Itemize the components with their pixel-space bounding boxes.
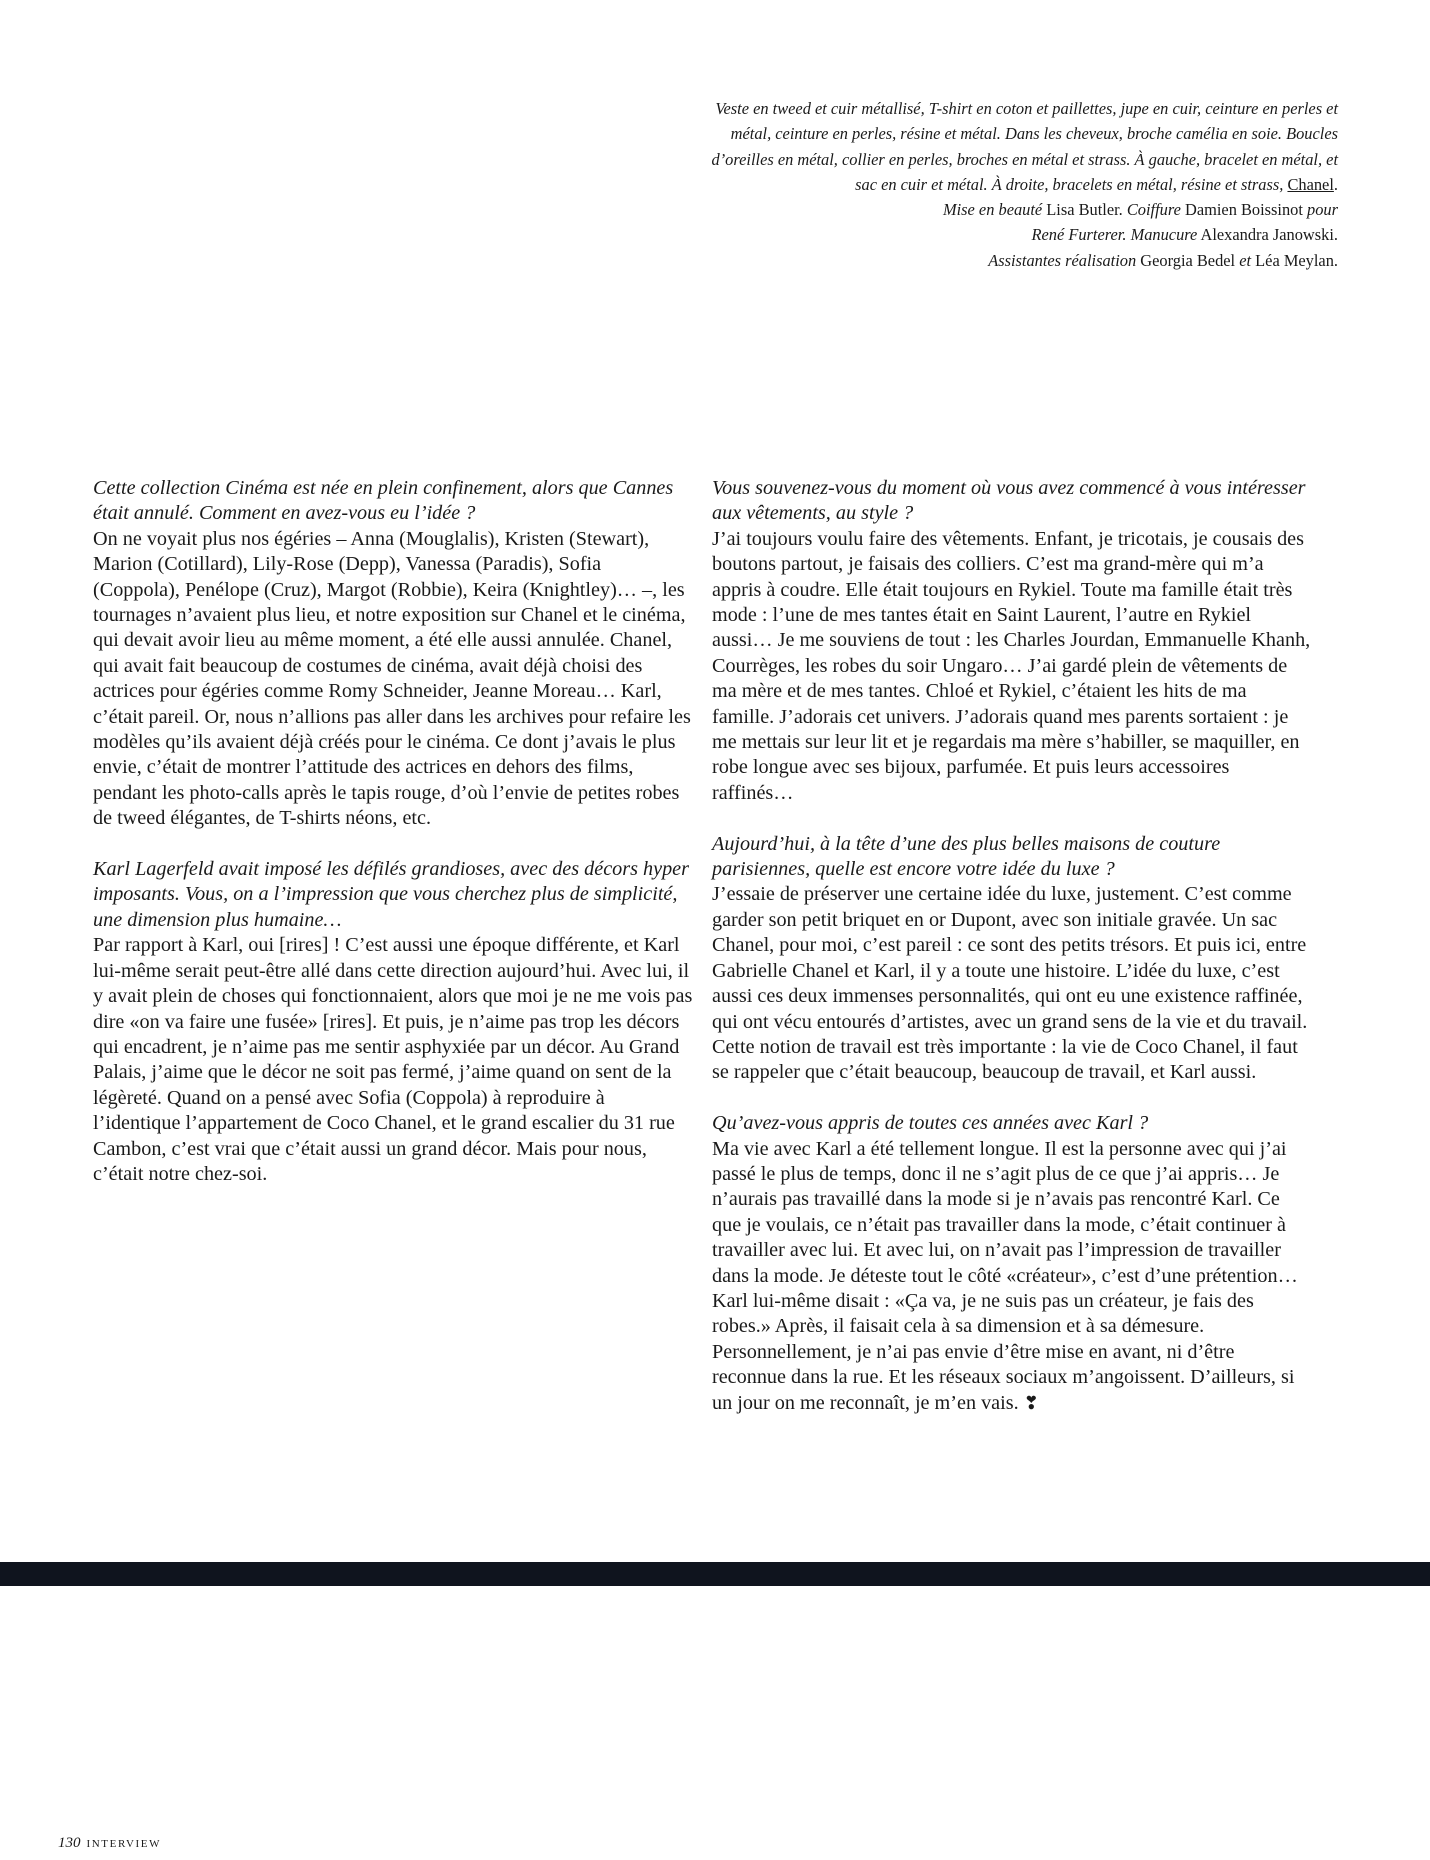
page-folio xyxy=(58,1834,161,1853)
end-mark-icon: ❣ xyxy=(1023,1392,1039,1413)
question: Karl Lagerfeld avait imposé les défilés grandioses, avec des décors hyper imposants. Vous, on a l’impression que vous cherchez plus de simplicité, une dimension plus humaine… xyxy=(93,858,689,931)
photo-credits xyxy=(698,96,1338,273)
qa-block xyxy=(93,476,693,832)
nails-label: Manucure xyxy=(1130,225,1198,245)
footer-band xyxy=(0,1562,1430,1586)
assist-name-2: Léa Meylan. xyxy=(1251,250,1338,270)
answer: J’essaie de préserver une certaine idée du luxe, justement. C’est comme garder son petit briquet en or Dupont, avec son initiale gravée. Un sac Chanel, pour moi, c’est pareil : ce sont des petits trésors. Et puis ici, entre Gabrielle Chanel et Karl, il y a toute une histoire. L’idée du luxe, c’est aussi ces deux immenses personnalités, qui ont eu une existence raffinée, qui ont vécu entourés d’artistes, avec un grand sens de la vie et du travail. Cette notion de travail est très importante : la vie de Coco Chanel, il faut se rappeler que c’était beaucoup, beaucoup de travail, et Karl aussi. xyxy=(712,883,1308,1084)
page-number: 130 xyxy=(58,1835,81,1851)
answer: J’ai toujours voulu faire des vêtements. Enfant, je tricotais, je cousais des boutons partout, je faisais des colliers. C’est ma grand-mère qui m’a appris à coudre. Elle était toujours en Rykiel. Toute ma famille était très mode : l’une de mes tantes était en Saint Laurent, l’autre en Rykiel aussi… Je me souviens de tout : les Charles Jourdan, Emmanuelle Khanh, Courrèges, les robes du soir Ungaro… J’ai gardé plein de vêtements de ma mère et de mes tantes. Chloé et Rykiel, c’étaient les hits de ma famille. J’adorais cet univers. J’adorais quand mes parents sortaient : je me mettais sur leur lit et je regardais ma mère s’habiller, se maquiller, en robe longue avec ses bijoux, parfumée. Et puis leurs accessoires raffinés… xyxy=(712,527,1311,804)
answer xyxy=(712,1137,1312,1416)
question: Aujourd’hui, à la tête d’une des plus belles maisons de couture parisiennes, quelle est encore votre idée du luxe ? xyxy=(712,832,1221,881)
interview-left-column xyxy=(93,476,693,1213)
qa-block xyxy=(712,476,1312,806)
question: Cette collection Cinéma est née en plein confinement, alors que Cannes était annulé. Comment en avez-vous eu l’idée ? xyxy=(93,477,674,525)
answer: On ne voyait plus nos égéries – Anna (Mouglalis), Kristen (Stewart), Marion (Cotillard), Lily-Rose (Depp), Vanessa (Paradis), Sofia (Coppola), Penélope (Cruz), Margot (Robbie), Keira (Knightley)… –, les tournages n’avaient plus lieu, et notre exposition sur Chanel et le cinéma, qui devait avoir lieu au même moment, a été elle aussi annulée. Chanel, qui avait fait beaucoup de costumes de cinéma, avait déjà choisi des actrices pour égéries comme Romy Schneider, Jeanne Moreau… Karl, c’était pareil. Or, nous n’allions pas aller dans les archives pour refaire les modèles qu’ils avaient déjà créés pour le cinéma. Ce dont j’avais le plus envie, c’était de montrer l’attitude des actrices en dehors des films, pendant les photo-calls après le tapis rouge, d’où l’envie de petites robes de tweed élégantes, de T-shirts néons, etc. xyxy=(93,527,691,830)
assist-et: et xyxy=(1239,250,1252,270)
makeup-label: Mise en beauté xyxy=(942,200,1043,220)
section-name: INTERVIEW xyxy=(86,1838,162,1850)
interview-right-column xyxy=(712,476,1312,1441)
makeup-name: Lisa Butler. xyxy=(1042,200,1127,220)
answer-text: Ma vie avec Karl a été tellement longue. Il est la personne avec qui j’ai passé le plus de temps, donc il ne s’agit plus de ce que j’ai appris… Je n’aurais pas travaillé dans la mode si je n’avais pas rencontré Karl. Ce que je voulais, ce n’était pas travailler dans la mode, c’était continuer à travailler avec lui. Et avec lui, on n’avait pas l’impression de travailler dans la mode. Je déteste tout le côté «créateur», c’est d’une prétention… Karl lui-même disait : «Ça va, je ne suis pas un créateur, je fais des robes.» Après, il faisait cela à sa dimension et à sa démesure. Personnellement, je n’ai pas envie d’être mise en avant, ni d’être reconnue dans la rue. Et les réseaux sociaux m’angoissent. D’ailleurs, si un jour on me reconnaît, je m’en vais. xyxy=(712,1137,1298,1414)
credits-brand: Chanel xyxy=(1287,174,1334,194)
hair-brand: René Furterer. xyxy=(1031,225,1127,245)
hair-pour: pour xyxy=(1307,200,1338,220)
qa-block xyxy=(712,832,1312,1086)
credits-description: Veste en tweed et cuir métallisé, T-shirt en coton et paillettes, jupe en cuir, ceinture en perles et métal, ceinture en perles, résine et métal. Dans les cheveux, broche camélia en soie. Boucles d’oreilles en métal, collier en perles, broches en métal et strass. À gauche, bracelet en métal, et sac en cuir et métal. À droite, bracelets en métal, résine et strass, xyxy=(711,99,1338,194)
question: Vous souvenez-vous du moment où vous avez commencé à vous intéresser aux vêtements, au style ? xyxy=(712,477,1306,525)
credits-period: . xyxy=(1333,174,1338,194)
answer: Par rapport à Karl, oui [rires] ! C’est aussi une époque différente, et Karl lui-même serait peut-être allé dans cette direction aujourd’hui. Avec lui, il y avait plein de choses qui fonctionnaient, alors que moi je ne me vois pas dire «on va faire une fusée» [rires]. Et puis, je n’aime pas trop les décors qui encadrent, je n’aime pas me sentir asphyxiée par un décor. Au Grand Palais, j’aime que le décor ne soit pas fermé, j’aime quand on sent de la légèreté. Quand on a pensé avec Sofia (Coppola) à reproduire à l’identique l’appartement de Coco Chanel, et le grand escalier du 31 rue Cambon, c’est vrai que c’était aussi un grand décor. Mais pour nous, c’était notre chez-soi. xyxy=(93,934,693,1185)
hair-label: Coiffure xyxy=(1126,200,1181,220)
qa-block xyxy=(93,857,693,1187)
qa-block xyxy=(712,1111,1312,1416)
question: Qu’avez-vous appris de toutes ces années avec Karl ? xyxy=(712,1112,1149,1135)
assist-label: Assistantes réalisation xyxy=(988,250,1137,270)
assist-name-1: Georgia Bedel xyxy=(1136,250,1240,270)
hair-name: Damien Boissinot xyxy=(1180,200,1308,220)
nails-name: Alexandra Janowski. xyxy=(1197,225,1338,245)
